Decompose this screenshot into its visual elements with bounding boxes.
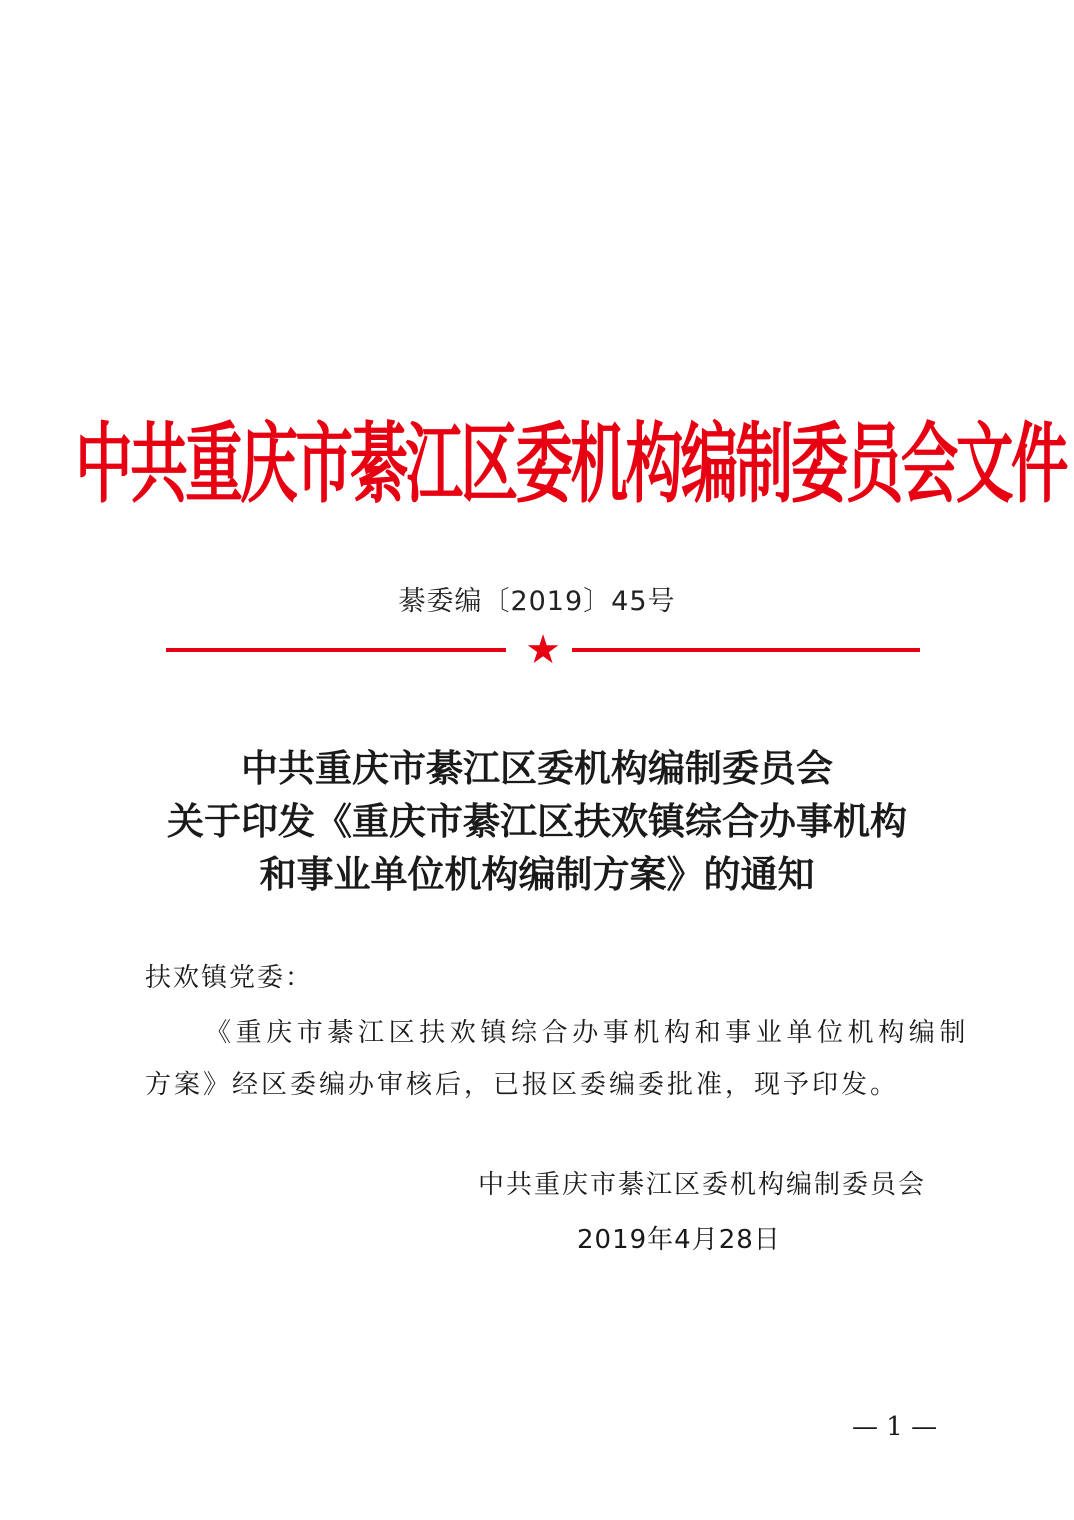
notice-title-line-3: 和事业单位机构编制方案》的通知 <box>259 852 815 896</box>
notice-title <box>0 742 1074 901</box>
signature: 中共重庆市綦江区委机构编制委员会 <box>478 1170 927 1200</box>
divider-line-left <box>166 648 506 652</box>
salutation: 扶欢镇党委： <box>145 963 314 993</box>
red-header-title: 中共重庆市綦江区委机构编制委员会文件 <box>75 413 1066 515</box>
notice-title-line-2: 关于印发《重庆市綦江区扶欢镇综合办事机构 <box>167 799 907 843</box>
document-number: 綦委编〔2019〕45号 <box>398 586 676 617</box>
body-paragraph-line-1: 《重庆市綦江区扶欢镇综合办事机构和事业单位机构编制 <box>205 1018 971 1048</box>
notice-title-line-1: 中共重庆市綦江区委机构编制委员会 <box>241 746 833 790</box>
issue-date: 2019年4月28日 <box>577 1225 781 1255</box>
star-icon: ★ <box>525 627 561 673</box>
divider-line-right <box>572 648 920 652</box>
body-paragraph-line-2: 方案》经区委编办审核后，已报区委编委批准，现予印发。 <box>145 1070 900 1100</box>
page-number: — 1 — <box>852 1412 938 1442</box>
